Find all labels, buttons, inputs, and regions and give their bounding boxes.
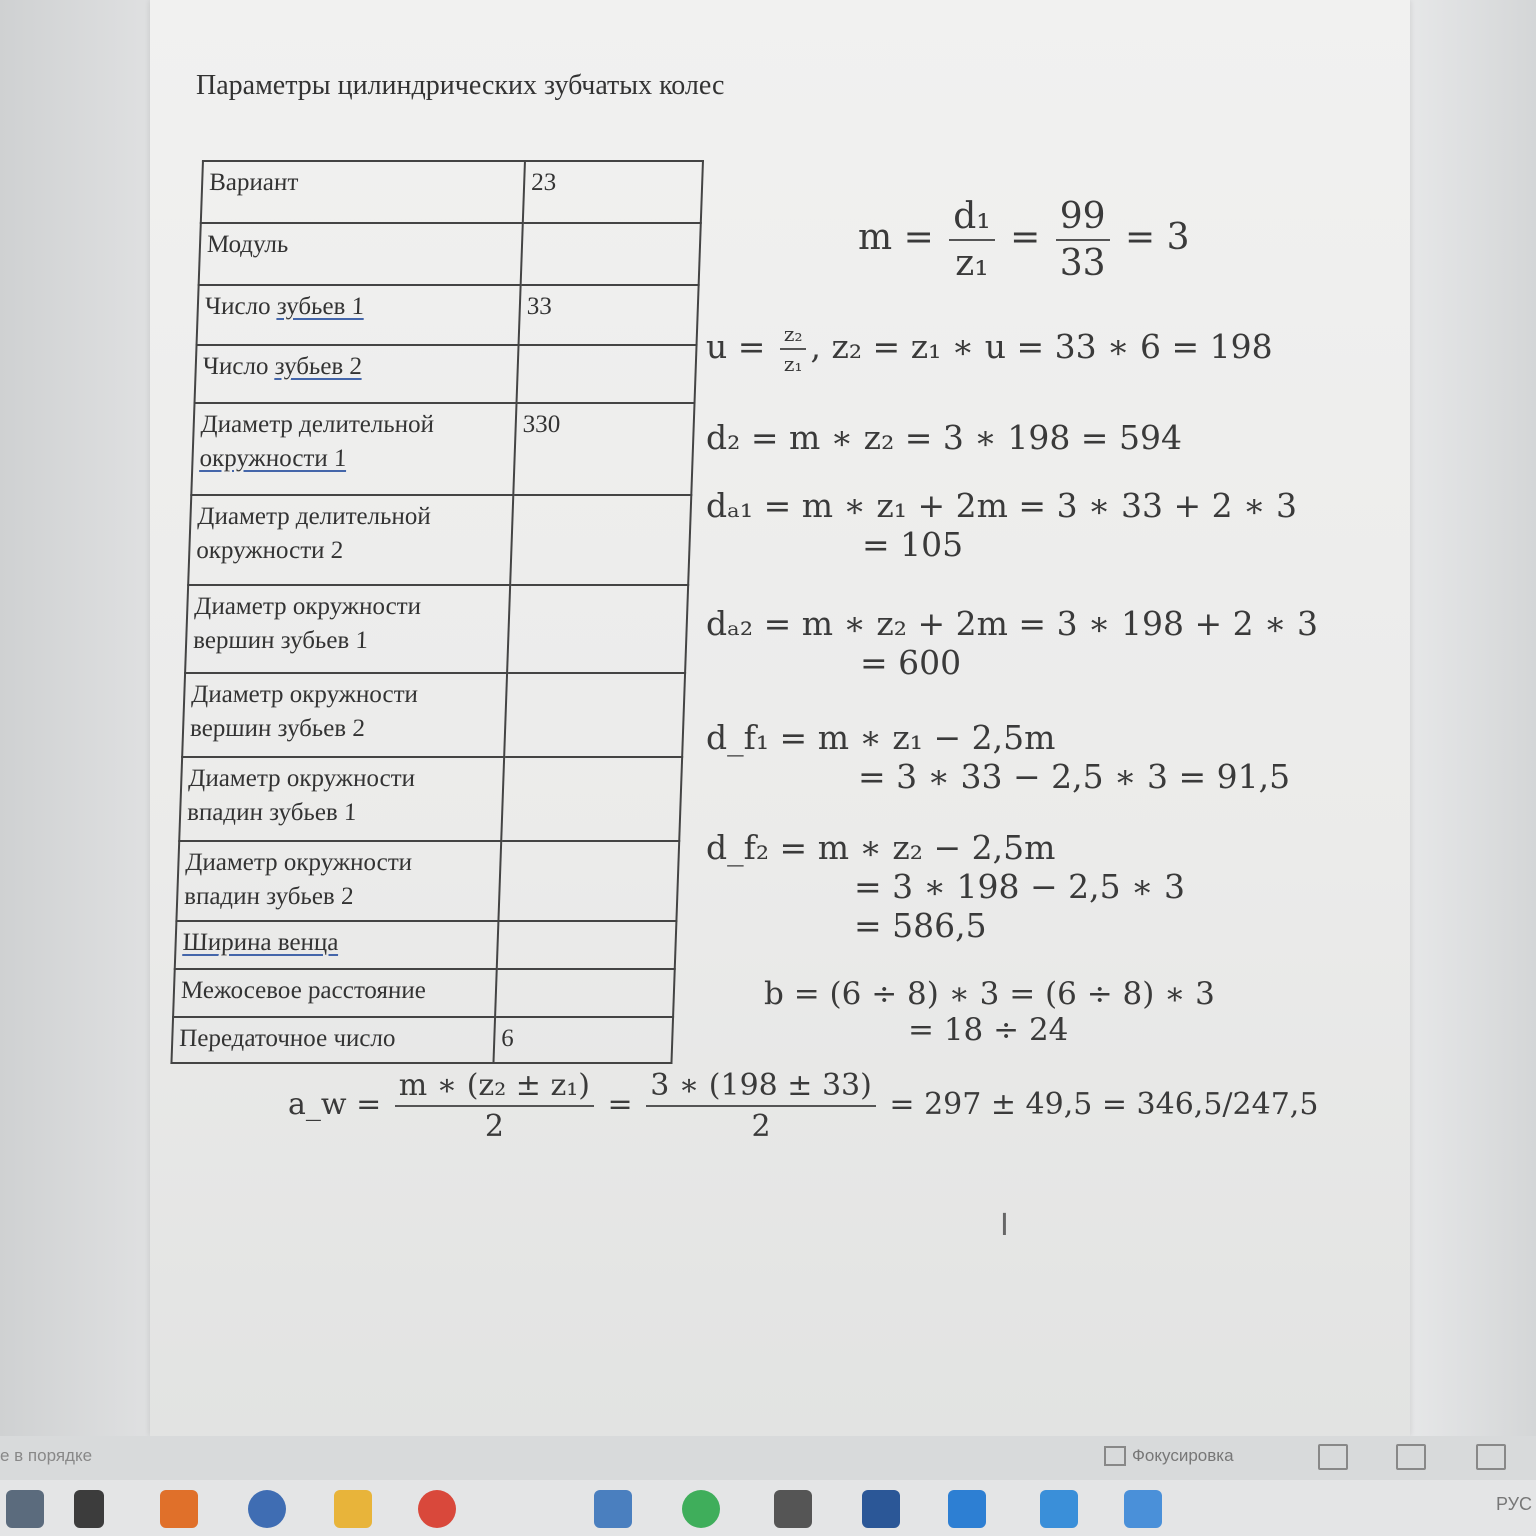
formula-line: = 18 ÷ 24 bbox=[908, 1012, 1069, 1048]
label-text: Число bbox=[204, 293, 278, 320]
document-title: Параметры цилиндрических зубчатых колес bbox=[196, 70, 725, 101]
formula-line: b = (6 ÷ 8) ∗ 3 = (6 ÷ 8) ∗ 3 bbox=[764, 976, 1215, 1012]
table-cell-label[interactable]: Межосевое расстояние bbox=[173, 969, 497, 1017]
fraction bbox=[949, 196, 994, 284]
table-row bbox=[182, 673, 685, 757]
start-icon[interactable] bbox=[6, 1490, 44, 1528]
app-icon[interactable] bbox=[948, 1490, 986, 1528]
table-cell-label[interactable] bbox=[175, 921, 499, 969]
table-cell-value[interactable] bbox=[510, 495, 691, 585]
formula-line: d_f₂ = m ∗ z₂ − 2,5m bbox=[706, 828, 1056, 867]
task-view-icon[interactable] bbox=[74, 1490, 104, 1528]
formula-text: , z₂ = z₁ ∗ u = 33 ∗ 6 = 198 bbox=[810, 327, 1273, 366]
table-cell-value[interactable] bbox=[498, 841, 679, 921]
table-row bbox=[175, 921, 677, 969]
formula-line: = 600 bbox=[860, 643, 962, 682]
formula-df1[interactable] bbox=[706, 718, 1290, 796]
table-cell-value[interactable] bbox=[497, 921, 677, 969]
formula-line: = 3 ∗ 33 − 2,5 ∗ 3 = 91,5 bbox=[858, 757, 1291, 796]
spellcheck-underlined-text: зубьев 1 bbox=[276, 293, 365, 320]
app-icon[interactable] bbox=[594, 1490, 632, 1528]
table-cell-label[interactable]: Диаметр окружности впадин зубьев 1 bbox=[179, 757, 504, 841]
denominator: z₁ bbox=[783, 352, 803, 376]
formula-line: = 3 ∗ 198 − 2,5 ∗ 3 bbox=[854, 867, 1186, 906]
table-row bbox=[171, 1017, 673, 1063]
numerator: m ∗ (z₂ ± z₁) bbox=[395, 1068, 594, 1107]
table-cell-value[interactable]: 33 bbox=[519, 285, 699, 345]
table-cell-label[interactable]: Диаметр окружности впадин зубьев 2 bbox=[176, 841, 501, 921]
formula-line: d_f₁ = m ∗ z₁ − 2,5m bbox=[706, 718, 1056, 757]
formula-face-width[interactable] bbox=[764, 976, 1215, 1048]
table-row bbox=[201, 161, 703, 223]
status-text: е в порядке bbox=[0, 1446, 93, 1465]
language-indicator[interactable]: РУС bbox=[1495, 1494, 1532, 1514]
table-cell-label[interactable] bbox=[197, 285, 521, 345]
table-cell-label[interactable]: Диаметр окружности вершин зубьев 2 bbox=[182, 673, 507, 757]
fraction bbox=[1056, 196, 1110, 284]
web-layout-icon[interactable] bbox=[1476, 1444, 1506, 1470]
formula-line: = 105 bbox=[862, 525, 964, 564]
table-row bbox=[176, 841, 679, 921]
file-explorer-icon[interactable] bbox=[334, 1490, 372, 1528]
table-cell-value[interactable] bbox=[504, 673, 685, 757]
spellcheck-underlined-text: зубьев 2 bbox=[274, 353, 363, 380]
table-cell-label[interactable]: Диаметр делительной окружности 2 bbox=[188, 495, 513, 585]
app-icon[interactable] bbox=[248, 1490, 286, 1528]
formula-line: dₐ₂ = m ∗ z₂ + 2m = 3 ∗ 198 + 2 ∗ 3 bbox=[706, 604, 1318, 643]
fraction bbox=[646, 1068, 876, 1144]
table-cell-value[interactable] bbox=[501, 757, 682, 841]
formula-line: = 586,5 bbox=[854, 906, 987, 945]
formula-line: dₐ₁ = m ∗ z₁ + 2m = 3 ∗ 33 + 2 ∗ 3 bbox=[706, 486, 1298, 525]
formula-text: = bbox=[607, 1087, 633, 1122]
spellcheck-underlined-text: Ширина венца bbox=[182, 929, 339, 956]
numerator: z₂ bbox=[780, 322, 807, 350]
word-icon[interactable] bbox=[862, 1490, 900, 1528]
status-bar bbox=[0, 1436, 1536, 1480]
photos-icon[interactable] bbox=[160, 1490, 198, 1528]
mail-icon[interactable] bbox=[1040, 1490, 1078, 1528]
app-icon[interactable] bbox=[1124, 1490, 1162, 1528]
read-mode-icon[interactable] bbox=[1318, 1444, 1348, 1470]
table-cell-label[interactable]: Передаточное число bbox=[171, 1017, 495, 1063]
table-row bbox=[195, 345, 697, 403]
table-cell-label[interactable] bbox=[195, 345, 519, 403]
table-row bbox=[179, 757, 682, 841]
formula-df2[interactable] bbox=[706, 828, 1185, 945]
spellcheck-underlined-text: окружности 1 bbox=[199, 444, 347, 472]
label-text: Число bbox=[202, 353, 276, 380]
numerator: 99 bbox=[1056, 196, 1110, 241]
numerator: 3 ∗ (198 ± 33) bbox=[646, 1068, 876, 1107]
table-cell-label[interactable]: Модуль bbox=[199, 223, 523, 285]
denominator: 2 bbox=[484, 1109, 504, 1144]
fraction bbox=[780, 322, 807, 376]
formula-da2[interactable] bbox=[706, 604, 1318, 682]
table-cell-value[interactable] bbox=[495, 969, 675, 1017]
table-cell-value[interactable] bbox=[517, 345, 697, 403]
table-cell-label[interactable]: Вариант bbox=[201, 161, 525, 223]
right-gutter bbox=[1410, 0, 1536, 1480]
text-cursor-icon: I bbox=[1000, 1208, 1009, 1243]
formula-text: a_w = bbox=[288, 1087, 382, 1122]
focus-label: Фокусировка bbox=[1132, 1446, 1234, 1465]
formula-text: m = bbox=[858, 217, 934, 258]
left-gutter bbox=[0, 0, 150, 1480]
table-cell-value[interactable]: 23 bbox=[523, 161, 703, 223]
chrome-icon[interactable] bbox=[418, 1490, 456, 1528]
denominator: 33 bbox=[1059, 243, 1106, 284]
formula-center-distance[interactable] bbox=[288, 1068, 1318, 1144]
table-row bbox=[191, 403, 694, 495]
parameters-table[interactable] bbox=[170, 160, 704, 1064]
focus-icon bbox=[1104, 1446, 1126, 1466]
formula-ratio[interactable] bbox=[706, 322, 1273, 376]
table-cell-value[interactable] bbox=[521, 223, 701, 285]
table-row bbox=[197, 285, 699, 345]
table-row bbox=[188, 495, 691, 585]
table-cell-label[interactable]: Диаметр окружности вершин зубьев 1 bbox=[185, 585, 510, 673]
print-layout-icon[interactable] bbox=[1396, 1444, 1426, 1470]
fraction bbox=[395, 1068, 594, 1144]
denominator: z₁ bbox=[955, 243, 989, 284]
focus-button[interactable] bbox=[1104, 1446, 1234, 1466]
table-cell-value[interactable]: 6 bbox=[493, 1017, 673, 1063]
whatsapp-icon[interactable] bbox=[682, 1490, 720, 1528]
table-cell-label[interactable] bbox=[191, 403, 516, 495]
table-cell-value[interactable] bbox=[507, 585, 688, 673]
table-cell-value[interactable]: 330 bbox=[513, 403, 694, 495]
numerator: d₁ bbox=[949, 196, 994, 241]
calculator-icon[interactable] bbox=[774, 1490, 812, 1528]
formula-text: = bbox=[1010, 217, 1041, 258]
formula-text: u = bbox=[706, 327, 766, 366]
formula-da1[interactable] bbox=[706, 486, 1297, 564]
table-row bbox=[199, 223, 701, 285]
table-row bbox=[173, 969, 675, 1017]
formula-text: = 3 bbox=[1125, 217, 1190, 258]
formula-text: = 297 ± 49,5 = 346,5/247,5 bbox=[889, 1087, 1319, 1122]
formula-module[interactable] bbox=[858, 196, 1190, 284]
formula-d2[interactable]: d₂ = m ∗ z₂ = 3 ∗ 198 = 594 bbox=[706, 418, 1182, 457]
table-row bbox=[185, 585, 688, 673]
label-text: Диаметр делительной bbox=[200, 411, 435, 438]
denominator: 2 bbox=[751, 1109, 771, 1144]
taskbar bbox=[0, 1480, 1536, 1536]
